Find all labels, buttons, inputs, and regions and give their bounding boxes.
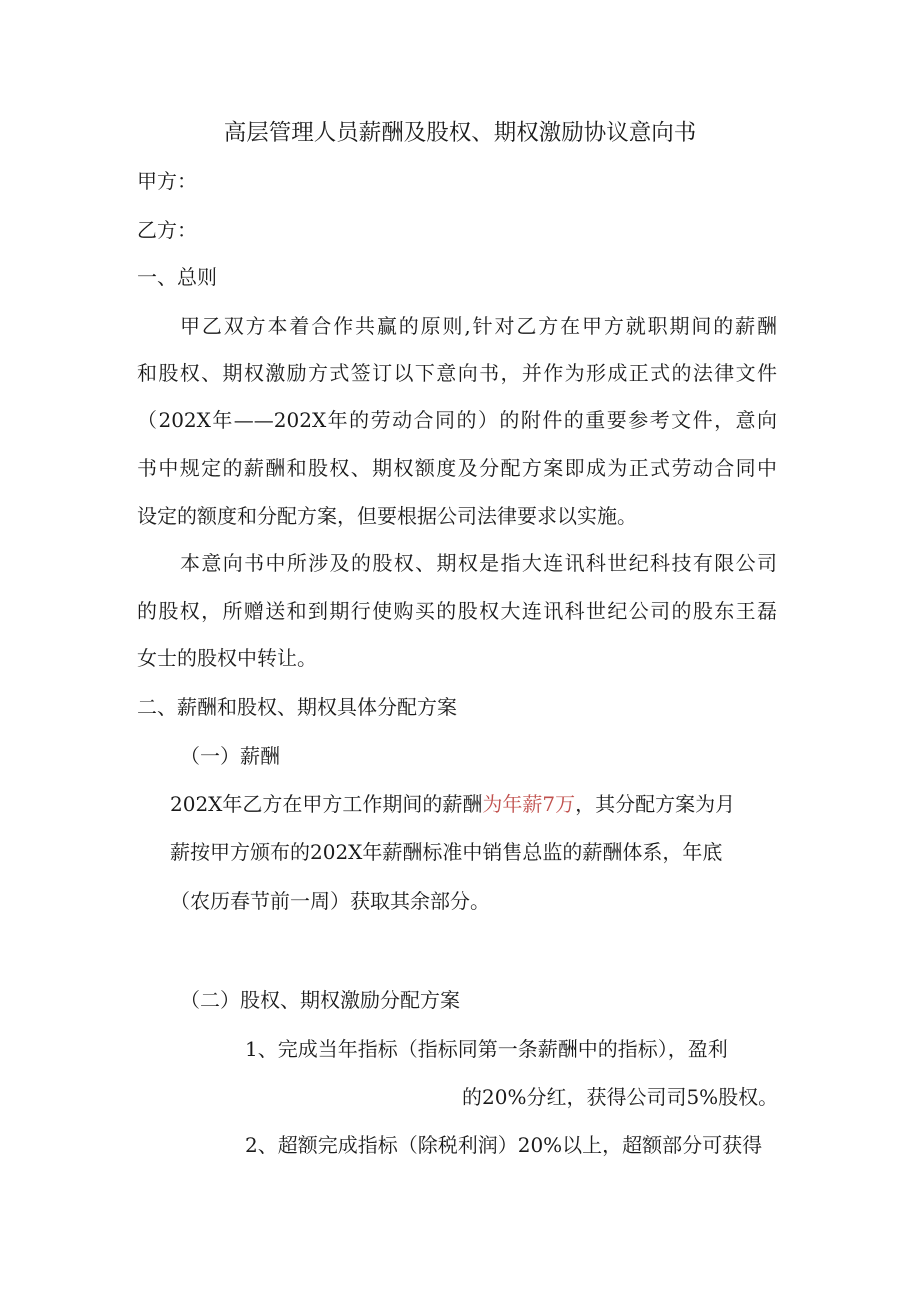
document-title: 高层管理人员薪酬及股权、期权激励协议意向书 xyxy=(223,120,697,146)
section1-p2-line3: 女士的股权中转让。 xyxy=(137,646,317,670)
section1-p1-line5: 设定的额度和分配方案，但要根据公司法律要求以实施。 xyxy=(137,504,637,528)
section1-p2-line2: 的股权，所赠送和到期行使购买的股权大连讯科世纪公司的股东王磊 xyxy=(137,599,777,623)
section1-heading: 一、总则 xyxy=(137,265,217,289)
equity-item1-line1: 1、完成当年指标（指标同第一条薪酬中的指标），盈利 xyxy=(245,1037,728,1061)
party-a-label: 甲方： xyxy=(137,169,197,193)
section1-p1-line3: （202X年——202X年的劳动合同的）的附件的重要参考文件，意向 xyxy=(137,408,777,432)
section2-heading: 二、薪酬和股权、期权具体分配方案 xyxy=(137,695,457,719)
salary-line3: （农历春节前一周）获取其余部分。 xyxy=(170,889,490,913)
salary-line2: 薪按甲方颁布的202X年薪酬标准中销售总监的薪酬体系，年底 xyxy=(170,840,723,864)
section1-p1-line2: 和股权、期权激励方式签订以下意向书，并作为形成正式的法律文件 xyxy=(137,361,777,385)
section1-p2-line1: 本意向书中所涉及的股权、期权是指大连讯科世纪科技有限公司 xyxy=(180,551,777,575)
party-b-label: 乙方： xyxy=(137,218,197,242)
section1-p1-line1: 甲乙双方本着合作共赢的原则,针对乙方在甲方就职期间的薪酬 xyxy=(180,314,777,338)
salary-line1-post: ，其分配方案为月 xyxy=(575,792,736,816)
equity-item2-line1: 2、超额完成指标（除税利润）20%以上，超额部分可获得 xyxy=(245,1133,763,1157)
salary-line1-pre: 202X年乙方在甲方工作期间的薪酬 xyxy=(170,792,483,816)
salary-annual-amount: 为年薪7万 xyxy=(482,792,576,816)
equity-item1-line2: 的20%分红，获得公司司5%股权。 xyxy=(462,1085,779,1109)
subsection-salary-heading: （一）薪酬 xyxy=(180,744,280,768)
subsection-equity-heading: （二）股权、期权激励分配方案 xyxy=(180,988,460,1012)
salary-line1 xyxy=(170,789,735,819)
section1-p1-line4: 书中规定的薪酬和股权、期权额度及分配方案即成为正式劳动合同中 xyxy=(137,456,777,480)
